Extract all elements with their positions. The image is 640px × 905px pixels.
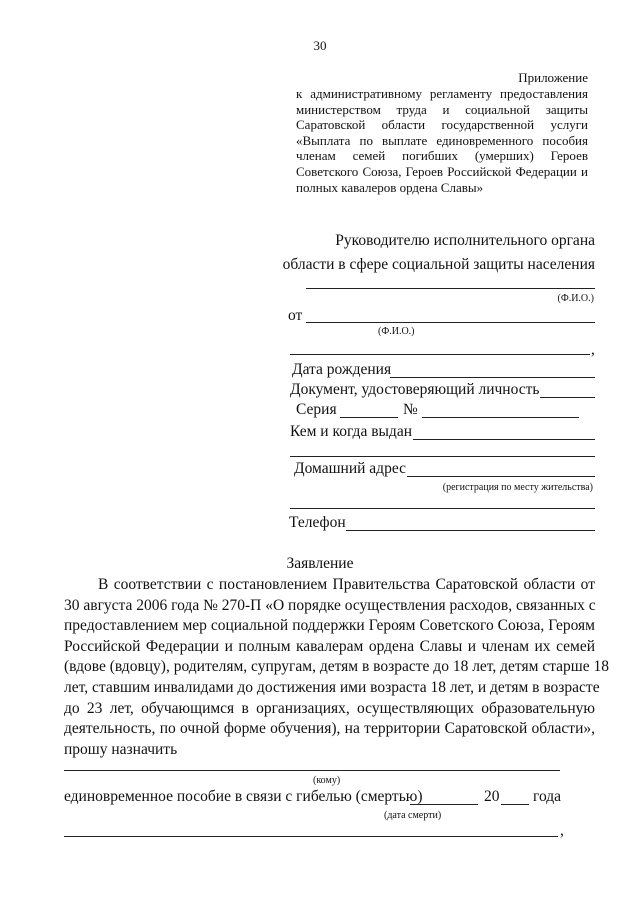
addressee-line-2: области в сфере социальной защиты населения (282, 256, 595, 273)
phone-field[interactable] (346, 530, 595, 531)
applicant-fio-caption: (Ф.И.О.) (378, 326, 415, 337)
end-comma: , (560, 822, 564, 839)
series-label: Серия (296, 401, 337, 418)
head-fio-field[interactable] (306, 288, 595, 289)
issued-field-2[interactable] (290, 456, 595, 457)
from-label: от (288, 307, 303, 324)
addressee-line-1: Руководителю исполнительного органа (335, 232, 595, 249)
appendix-line: «Выплата по выплате единовременного пособия (296, 132, 588, 148)
birth-date-field[interactable] (390, 377, 595, 378)
applicant-fio-field-2[interactable] (290, 354, 590, 355)
number-label: № (403, 401, 418, 418)
statement-line: Российской Федерации и полным кавалерам ордена Славы и членам их семей (64, 637, 595, 655)
issued-label: Кем и когда выдан (290, 423, 412, 440)
year-prefix: 20 (484, 788, 500, 805)
phone-label: Телефон (289, 514, 346, 531)
appendix-line: к административному регламенту предоставления (296, 86, 588, 101)
appendix-line: министерством труда и социальной защиты (296, 101, 588, 117)
applicant-comma: , (591, 341, 595, 358)
series-field[interactable] (340, 417, 398, 418)
appendix-text (296, 86, 588, 195)
number-field[interactable] (422, 417, 579, 418)
statement-line: В соответствии с постановлением Правительства Саратовской области от (98, 576, 595, 593)
appendix-line: полных кавалеров ордена Славы» (296, 179, 484, 195)
year-field[interactable] (501, 804, 529, 805)
head-fio-caption: (Ф.И.О.) (557, 293, 594, 304)
statement-line: 30 августа 2006 года № 270-П «О порядке осуществления расходов, связанных с (64, 596, 596, 614)
death-date-field[interactable] (410, 804, 478, 805)
page-number: 30 (313, 38, 327, 53)
statement-line: до 23 лет, обучающимся в организациях, осуществляющих образовательную (64, 699, 595, 717)
appendix-line: Советского Союза, Героев Российской Федерации и (296, 163, 588, 179)
whom-caption: (кому) (313, 775, 341, 786)
year-suffix: года (533, 788, 562, 805)
benefit-text: единовременное пособие в связи с гибелью (смертью) (64, 788, 423, 805)
continuation-field[interactable] (64, 836, 558, 837)
id-document-field[interactable] (540, 397, 595, 398)
statement-line: лет, ставшим инвалидами до достижения ими возраста 18 лет, и детям в возрасте (64, 678, 600, 696)
registration-caption: (регистрация по месту жительства) (442, 482, 593, 493)
appendix-title: Приложение (518, 70, 588, 85)
home-address-field[interactable] (407, 476, 595, 477)
statement-line: деятельность, по очной форме обучения), на территории Саратовской области», (64, 720, 595, 738)
appendix-line: членам семей погибших (умерших) Героев (296, 148, 588, 164)
statement-line: (вдове (вдовцу), родителям, супругам, детям в возрасте до 18 лет, детям старше 18 (64, 658, 609, 676)
issued-field[interactable] (413, 439, 595, 440)
statement-title: Заявление (286, 555, 354, 572)
statement-body (64, 575, 609, 760)
home-address-label: Домашний адрес (294, 460, 406, 477)
statement-line: предоставлением мер социальной поддержки Героям Советского Союза, Героям (64, 617, 595, 635)
applicant-fio-field[interactable] (306, 322, 595, 323)
statement-line: прошу назначить (64, 740, 178, 758)
birth-date-label: Дата рождения (292, 361, 392, 378)
home-address-field-2[interactable] (290, 508, 595, 509)
death-date-caption: (дата смерти) (384, 810, 442, 821)
appendix-line: Саратовской области государственной услуги (296, 117, 588, 133)
whom-field[interactable] (64, 770, 560, 771)
id-document-label: Документ, удостоверяющий личность (290, 381, 540, 398)
